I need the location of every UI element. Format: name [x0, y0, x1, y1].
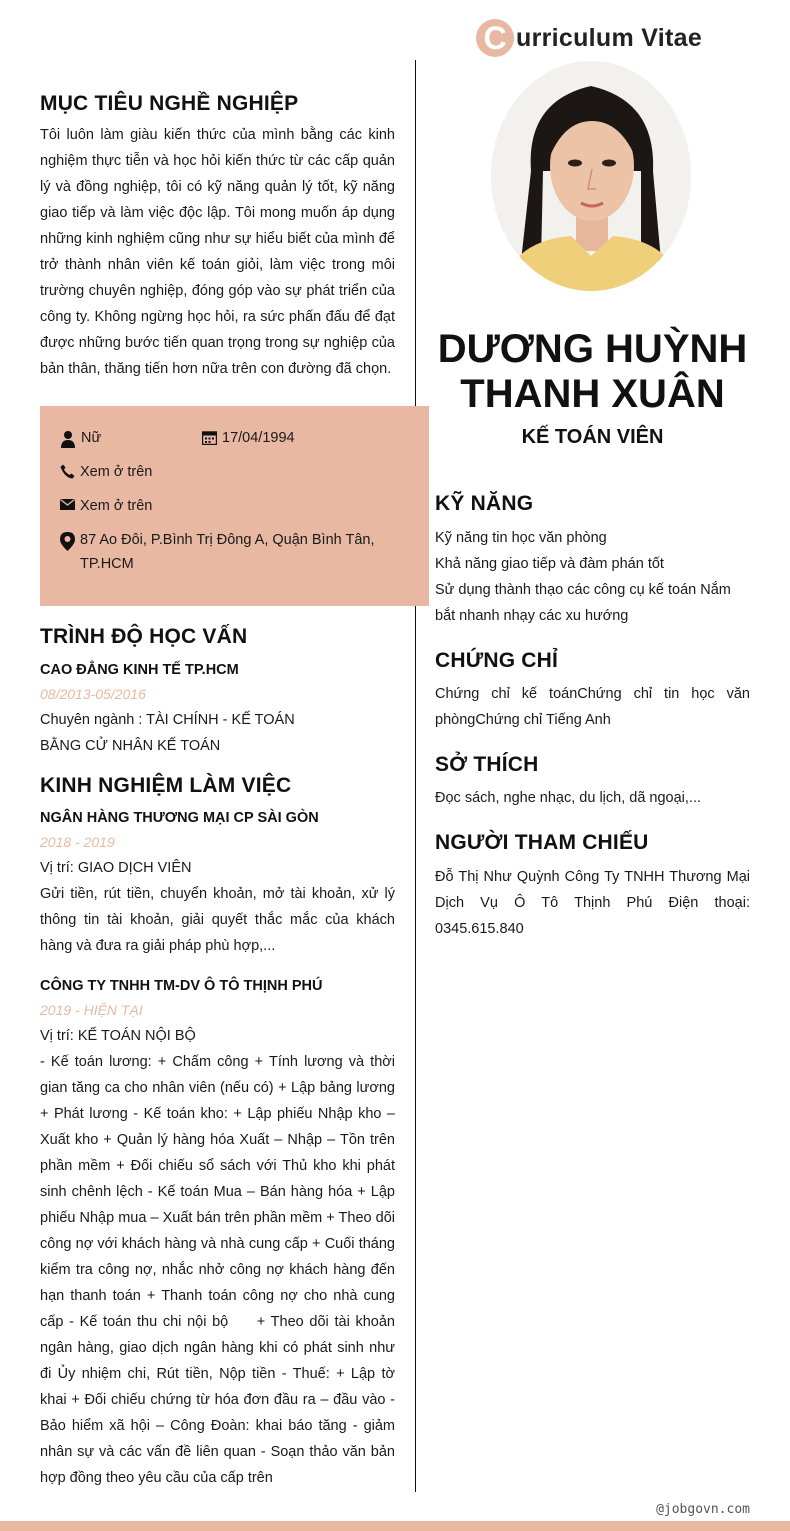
candidate-name [430, 327, 755, 417]
bottom-bar [0, 1521, 790, 1531]
email-value: Xem ở trên [80, 498, 153, 514]
job-description: Gửi tiền, rút tiền, chuyển khoản, mở tài khoản, xử lý thông tin tài khoản, giải quyết thắc mắc của khách hàng và đưa ra giải pháp phù hợp,... [40, 886, 395, 954]
job-item [40, 975, 400, 1491]
experience-heading: KINH NGHIỆM LÀM VIỆC [40, 774, 292, 797]
skills-heading: KỸ NĂNG [435, 492, 534, 515]
skills-list [435, 525, 750, 629]
person-icon [60, 430, 76, 448]
phone-value: Xem ở trên [80, 464, 153, 480]
job-company: CÔNG TY TNHH TM-DV Ô TÔ THỊNH PHÚ [40, 978, 323, 994]
contact-box [40, 406, 429, 606]
job-period: 2019 - HIỆN TẠI [40, 1002, 143, 1018]
job-title: KẾ TOÁN VIÊN [521, 426, 664, 448]
education-degree: BẰNG CỬ NHÂN KẾ TOÁN [40, 738, 221, 754]
job-item [40, 807, 395, 959]
objective-text: Tôi luôn làm giàu kiến thức của mình bằng các kinh nghiệm thực tiễn và học hỏi kiến thức từ các cấp quản lý và đồng nghiệp, tôi có kỹ năng quản lý tốt, kỹ năng giao tiếp và làm việc độc lập. Tôi mong muốn áp dụng những kinh nghiệm cũng như sự hiểu biết của mình để trở thành nhân viên kế toán giỏi, làm việc trong môi trường chuyên nghiệp, đóng góp vào sự phát triển của công ty. Không ngừng học hỏi, ra sức phấn đấu để đạt được những bước tiến quan trọng trong sự nghiệp của bản thân, thăng tiến hơn nữa trên con đường đã chọn. [40, 127, 395, 377]
dob-row [202, 426, 295, 450]
job-period: 2018 - 2019 [40, 834, 115, 850]
job-position: Vị trí: GIAO DỊCH VIÊN [40, 860, 192, 876]
skills-section [435, 492, 750, 629]
gender-value: Nữ [81, 430, 102, 446]
logo-letter: C [483, 20, 507, 56]
skill-item: Kỹ năng tin học văn phòng [435, 530, 607, 546]
location-pin-icon [60, 532, 75, 551]
address-row [60, 528, 380, 576]
job-description: - Kế toán lương: + Chấm công + Tính lương và thời gian tăng ca cho nhân viên (nếu có) + Lập bảng lương + Phát lương - Kế toán kho: + Lập phiếu Nhập kho – Xuất kho + Quản lý hàng hóa Xuất – Nhập – Tồn trên phần mềm + Đối chiếu sổ sách với Thủ kho khi phát sinh chênh lệch - Kế toán Mua – Bán hàng hóa + Lập phiếu Nhập mua – Xuất bán trên phần mềm + Theo dõi công nợ với khách hàng và nhà cung cấp + Cuối tháng kiểm tra công nợ, nhắc nhở công nợ khách hàng đến hạn thanh toán + Thanh toán công nợ cho nhà cung cấp - Kế toán thu chi nội bộ + Theo dõi tài khoản ngân hàng, giao dịch ngân hàng khi có phát sinh như đi Ủy nhiệm chi, Rút tiền, Nộp tiền - Thuế: + Lập tờ khai + Đối chiếu chứng từ hóa đơn đầu ra – đầu vào - Bảo hiểm xã hội – Công Đoàn: khai báo tăng - giảm nhân sự và các vấn đề liên quan - Soạn thảo văn bản hợp đồng theo yêu cầu của cấp trên [40, 1054, 400, 1486]
certificates-text: Chứng chỉ kế toánChứng chỉ tin học văn phòngChứng chỉ Tiếng Anh [435, 686, 750, 728]
objective-heading: MỤC TIÊU NGHỀ NGHIỆP [40, 92, 299, 115]
skill-item: Sử dụng thành thạo các công cụ kế toán Nắm bắt nhanh nhạy các xu hướng [435, 582, 731, 624]
logo-text: urriculum Vitae [516, 23, 703, 52]
certificates-heading: CHỨNG CHỈ [435, 649, 559, 672]
skill-item: Khả năng giao tiếp và đàm phán tốt [435, 556, 664, 572]
column-divider [415, 60, 416, 1492]
objective-section [40, 92, 395, 382]
education-major: Chuyên ngành : TÀI CHÍNH - KẾ TOÁN [40, 712, 295, 728]
cv-logo [476, 18, 702, 58]
school-name: CAO ĐẲNG KINH TẾ TP.HCM [40, 662, 239, 678]
gender-row [60, 426, 101, 450]
dob-value: 17/04/1994 [222, 430, 295, 446]
phone-icon [60, 464, 75, 479]
job-company: NGÂN HÀNG THƯƠNG MẠI CP SÀI GÒN [40, 810, 319, 826]
certificates-section [435, 649, 750, 733]
name-line-2: THANH XUÂN [460, 372, 725, 416]
education-period: 08/2013-05/2016 [40, 686, 146, 702]
references-text: Đỗ Thị Như Quỳnh Công Ty TNHH Thương Mại Dịch Vụ Ô Tô Thịnh Phú Điện thoại: 0345.615.840 [435, 869, 750, 937]
experience-section [40, 774, 400, 1491]
hobbies-heading: SỞ THÍCH [435, 753, 539, 776]
references-heading: NGƯỜI THAM CHIẾU [435, 831, 649, 854]
name-line-1: DƯƠNG HUỲNH [437, 327, 748, 371]
references-section [435, 831, 750, 942]
calendar-icon [202, 430, 217, 445]
mail-icon [60, 498, 75, 510]
education-heading: TRÌNH ĐỘ HỌC VẤN [40, 625, 248, 648]
logo-circle [476, 19, 514, 57]
watermark: @jobgovn.com [656, 1502, 750, 1517]
hobbies-text: Đọc sách, nghe nhạc, du lịch, dã ngoại,... [435, 790, 702, 806]
phone-row [60, 460, 152, 484]
job-position: Vị trí: KẾ TOÁN NỘI BỘ [40, 1028, 196, 1044]
address-value: 87 Ao Đôi, P.Bình Trị Đông A, Quận Bình Tân, TP.HCM [80, 532, 375, 572]
hobbies-section [435, 753, 750, 811]
email-row [60, 494, 152, 518]
education-section [40, 625, 395, 759]
profile-photo [491, 61, 691, 291]
